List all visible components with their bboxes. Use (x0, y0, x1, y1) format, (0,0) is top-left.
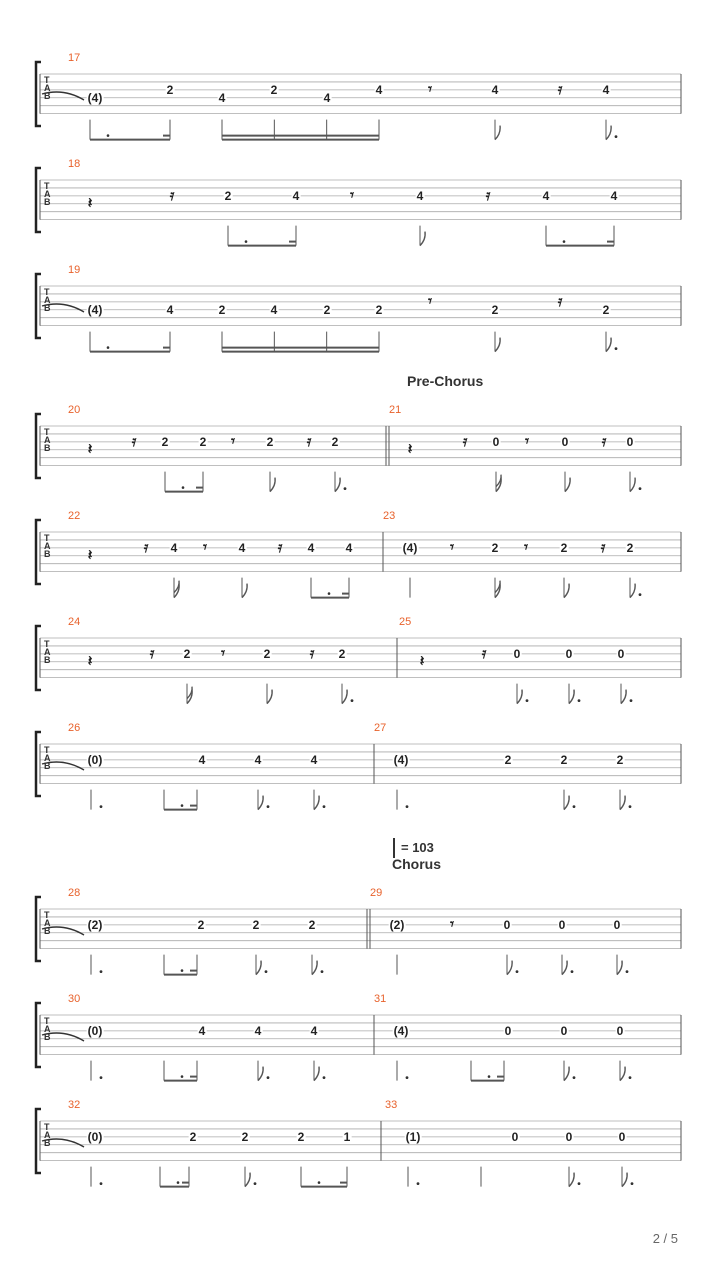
fret-number: 2 (323, 302, 331, 317)
tab-clef-letter: B (44, 91, 51, 101)
tab-system (0, 610, 720, 720)
sixteenth-rest-icon: 𝄿 (601, 432, 607, 450)
staff-svg (0, 610, 720, 720)
measure-number: 23 (383, 510, 396, 522)
sixteenth-rest-icon: 𝄿 (485, 186, 491, 204)
rhythm-dot (578, 1182, 581, 1185)
eighth-rest-icon: 𝄾 (428, 292, 432, 310)
fret-number: 4 (542, 188, 550, 203)
tab-clef-letter: B (44, 761, 51, 771)
tab-clef-letter: T (44, 287, 50, 297)
fret-number: 2 (331, 434, 339, 449)
measure-number: 22 (68, 510, 81, 522)
measure-number: 21 (389, 404, 402, 416)
rhythm-dot (578, 699, 581, 702)
tab-system (0, 881, 720, 991)
rhythm-dot (516, 970, 519, 973)
fret-number: 0 (626, 434, 634, 449)
tab-clef (44, 1017, 51, 1041)
fret-number: 2 (241, 1129, 249, 1144)
note-flag (312, 961, 317, 975)
fret-number: 2 (263, 646, 271, 661)
tab-clef-letter: B (44, 1032, 51, 1042)
sixteenth-rest-icon: 𝄿 (143, 538, 149, 556)
eighth-rest-icon: 𝄾 (450, 915, 454, 933)
tab-clef-letter: T (44, 639, 50, 649)
quarter-rest-icon: 𝄽 (407, 440, 413, 458)
fret-number: 4 (310, 752, 318, 767)
rhythm-dot (182, 486, 185, 489)
eighth-rest-icon: 𝄾 (524, 538, 528, 556)
fret-number: 4 (170, 540, 178, 555)
rhythm-dot (100, 970, 103, 973)
rhythm-dot (177, 1181, 180, 1184)
rhythm-dot (629, 805, 632, 808)
tab-system (0, 987, 720, 1097)
tab-clef-letter: B (44, 655, 51, 665)
eighth-rest-icon: 𝄾 (350, 186, 354, 204)
note-flag (258, 796, 263, 810)
staff-svg (0, 716, 720, 826)
note-flag (565, 478, 570, 492)
tab-clef (44, 1123, 51, 1147)
staff-svg (0, 258, 720, 368)
section-label-pre-chorus: Pre-Chorus (407, 373, 484, 389)
sixteenth-rest-icon: 𝄿 (309, 644, 315, 662)
staff-svg (0, 504, 720, 614)
eighth-rest-icon: 𝄾 (203, 538, 207, 556)
eighth-rest-icon: 𝄾 (231, 432, 235, 450)
fret-number: (1) (405, 1129, 421, 1144)
rhythm-dot (328, 592, 331, 595)
tab-clef (44, 534, 51, 558)
tab-clef-letter: A (44, 83, 51, 93)
rhythm-dot (107, 346, 110, 349)
rhythm-dot (100, 1182, 103, 1185)
note-flag (569, 690, 574, 704)
rhythm-dot (254, 1182, 257, 1185)
staff-svg (0, 987, 720, 1097)
sixteenth-rest-icon: 𝄿 (462, 432, 468, 450)
fret-number: 4 (292, 188, 300, 203)
fret-number: 2 (616, 752, 624, 767)
note-flag (420, 232, 425, 246)
fret-number: 4 (375, 82, 383, 97)
fret-number: 0 (616, 1023, 624, 1038)
fret-number: 0 (511, 1129, 519, 1144)
note-flag (620, 796, 625, 810)
fret-number: 0 (504, 1023, 512, 1038)
fret-number: 4 (310, 1023, 318, 1038)
fret-number: (4) (393, 752, 409, 767)
tab-clef (44, 76, 51, 100)
fret-number: 2 (626, 540, 634, 555)
tab-clef-letter: B (44, 926, 51, 936)
note-flag (507, 961, 512, 975)
rhythm-dot (107, 134, 110, 137)
quarter-rest-icon: 𝄽 (419, 652, 425, 670)
fret-number: 4 (218, 90, 226, 105)
quarter-rest-icon: 𝄽 (87, 546, 93, 564)
rhythm-dot (100, 805, 103, 808)
quarter-rest-icon: 𝄽 (87, 652, 93, 670)
rhythm-dot (629, 1076, 632, 1079)
tab-system (0, 46, 720, 156)
fret-number: 0 (565, 646, 573, 661)
tab-clef-letter: A (44, 1024, 51, 1034)
measure-number: 28 (68, 887, 81, 899)
rhythm-dot (265, 970, 268, 973)
fret-number: 2 (297, 1129, 305, 1144)
fret-number: 2 (189, 1129, 197, 1144)
rhythm-dot (573, 1076, 576, 1079)
sixteenth-rest-icon: 𝄿 (149, 644, 155, 662)
sixteenth-rest-icon: 𝄿 (131, 432, 137, 450)
tab-clef-letter: T (44, 75, 50, 85)
tab-system (0, 398, 720, 508)
tab-system (0, 716, 720, 826)
rhythm-dot (321, 970, 324, 973)
quarter-rest-icon: 𝄽 (87, 194, 93, 212)
tab-clef (44, 182, 51, 206)
sixteenth-rest-icon: 𝄿 (481, 644, 487, 662)
measure-number: 33 (385, 1099, 398, 1111)
rhythm-dot (615, 347, 618, 350)
fret-number: 0 (513, 646, 521, 661)
tab-clef-letter: A (44, 753, 51, 763)
note-flag (630, 584, 635, 598)
tab-system (0, 1093, 720, 1203)
fret-number: (2) (389, 917, 405, 932)
staff-svg (0, 152, 720, 262)
sixteenth-rest-icon: 𝄿 (557, 80, 563, 98)
note-flag (335, 478, 340, 492)
fret-number: 4 (610, 188, 618, 203)
fret-number: 2 (224, 188, 232, 203)
fret-number: 2 (183, 646, 191, 661)
rhythm-dot (344, 487, 347, 490)
fret-number: 0 (503, 917, 511, 932)
rhythm-dot (563, 240, 566, 243)
note-flag (342, 690, 347, 704)
measure-number: 20 (68, 404, 81, 416)
fret-number: 2 (375, 302, 383, 317)
note-flag (622, 1173, 627, 1187)
rhythm-dot (406, 805, 409, 808)
note-flag (620, 1067, 625, 1081)
eighth-rest-icon: 𝄾 (525, 432, 529, 450)
note-flag (562, 961, 567, 975)
note-flag (564, 1067, 569, 1081)
fret-number: 2 (560, 752, 568, 767)
fret-number: 0 (617, 646, 625, 661)
fret-number: (4) (87, 302, 103, 317)
quarter-note-icon (393, 838, 395, 858)
note-flag (564, 796, 569, 810)
tab-clef-letter: B (44, 443, 51, 453)
measure-number: 26 (68, 722, 81, 734)
tab-system (0, 504, 720, 614)
note-flag (495, 126, 500, 140)
eighth-rest-icon: 𝄾 (450, 538, 454, 556)
fret-number: 0 (561, 434, 569, 449)
tab-clef-letter: T (44, 181, 50, 191)
fret-number: 4 (491, 82, 499, 97)
note-flag (314, 796, 319, 810)
note-flag (517, 690, 522, 704)
note-flag (267, 690, 272, 704)
tab-clef (44, 288, 51, 312)
tab-clef (44, 911, 51, 935)
rhythm-dot (351, 699, 354, 702)
tab-clef-letter: A (44, 541, 51, 551)
rhythm-dot (100, 1076, 103, 1079)
fret-number: (4) (402, 540, 418, 555)
fret-number: 2 (308, 917, 316, 932)
tab-clef-letter: A (44, 189, 51, 199)
fret-number: 0 (558, 917, 566, 932)
eighth-rest-icon: 𝄾 (428, 80, 432, 98)
note-flag (258, 1067, 263, 1081)
fret-number: 2 (491, 302, 499, 317)
rhythm-dot (323, 1076, 326, 1079)
fret-number: 2 (218, 302, 226, 317)
fret-number: 2 (197, 917, 205, 932)
sixteenth-rest-icon: 𝄿 (169, 186, 175, 204)
note-flag (606, 126, 611, 140)
eighth-rest-icon: 𝄾 (221, 644, 225, 662)
fret-number: 2 (602, 302, 610, 317)
rhythm-dot (318, 1181, 321, 1184)
tab-clef-letter: B (44, 303, 51, 313)
note-flag (606, 338, 611, 352)
fret-number: 4 (345, 540, 353, 555)
page-number: 2 / 5 (652, 1231, 678, 1246)
tab-clef-letter: A (44, 647, 51, 657)
quarter-rest-icon: 𝄽 (87, 440, 93, 458)
note-flag (270, 478, 275, 492)
fret-number: (2) (87, 917, 103, 932)
tab-clef-letter: T (44, 533, 50, 543)
tab-clef-letter: T (44, 1122, 50, 1132)
fret-number: 0 (618, 1129, 626, 1144)
section-label-chorus: Chorus (392, 856, 441, 872)
note-flag (245, 1173, 250, 1187)
rhythm-dot (571, 970, 574, 973)
fret-number: 4 (254, 1023, 262, 1038)
sixteenth-rest-icon: 𝄿 (277, 538, 283, 556)
rhythm-dot (626, 970, 629, 973)
measure-number: 27 (374, 722, 387, 734)
tab-clef (44, 640, 51, 664)
note-flag (569, 1173, 574, 1187)
fret-number: 4 (254, 752, 262, 767)
measure-number: 32 (68, 1099, 81, 1111)
tab-clef-letter: B (44, 197, 51, 207)
rhythm-dot (323, 805, 326, 808)
tab-clef (44, 428, 51, 452)
measure-number: 29 (370, 887, 383, 899)
rhythm-dot (639, 593, 642, 596)
rhythm-dot (267, 805, 270, 808)
fret-number: 2 (491, 540, 499, 555)
fret-number: 2 (504, 752, 512, 767)
tab-clef (44, 746, 51, 770)
fret-number: 2 (199, 434, 207, 449)
tab-clef-letter: A (44, 1130, 51, 1140)
note-flag (314, 1067, 319, 1081)
rhythm-dot (573, 805, 576, 808)
fret-number: 2 (252, 917, 260, 932)
tab-clef-letter: A (44, 435, 51, 445)
fret-number: 4 (166, 302, 174, 317)
measure-number: 25 (399, 616, 412, 628)
tab-clef-letter: T (44, 910, 50, 920)
rhythm-dot (615, 135, 618, 138)
fret-number: (0) (87, 1129, 103, 1144)
rhythm-dot (267, 1076, 270, 1079)
fret-number: 2 (338, 646, 346, 661)
fret-number: (0) (87, 752, 103, 767)
fret-number: (4) (393, 1023, 409, 1038)
fret-number: 4 (323, 90, 331, 105)
rhythm-dot (406, 1076, 409, 1079)
tab-clef-letter: A (44, 295, 51, 305)
sixteenth-rest-icon: 𝄿 (557, 292, 563, 310)
tab-clef-letter: B (44, 1138, 51, 1148)
note-flag (564, 584, 569, 598)
fret-number: (0) (87, 1023, 103, 1038)
note-flag (242, 584, 247, 598)
rhythm-dot (245, 240, 248, 243)
note-flag (256, 961, 261, 975)
tab-clef-letter: A (44, 918, 51, 928)
measure-number: 24 (68, 616, 81, 628)
note-flag (630, 478, 635, 492)
fret-number: 0 (613, 917, 621, 932)
rhythm-dot (181, 1075, 184, 1078)
fret-number: 2 (560, 540, 568, 555)
fret-number: 0 (565, 1129, 573, 1144)
measure-number: 18 (68, 158, 81, 170)
note-flag (617, 961, 622, 975)
fret-number: 0 (492, 434, 500, 449)
rhythm-dot (630, 699, 633, 702)
fret-number: 4 (602, 82, 610, 97)
fret-number: 4 (307, 540, 315, 555)
rhythm-dot (639, 487, 642, 490)
tab-clef-letter: T (44, 427, 50, 437)
fret-number: 4 (416, 188, 424, 203)
fret-number: 0 (560, 1023, 568, 1038)
fret-number: 4 (270, 302, 278, 317)
rhythm-dot (181, 804, 184, 807)
rhythm-dot (488, 1075, 491, 1078)
rhythm-dot (526, 699, 529, 702)
fret-number: 4 (198, 1023, 206, 1038)
sixteenth-rest-icon: 𝄿 (306, 432, 312, 450)
rhythm-dot (181, 969, 184, 972)
tab-system (0, 258, 720, 368)
fret-number: 1 (343, 1129, 351, 1144)
staff-svg (0, 881, 720, 991)
tab-clef-letter: T (44, 745, 50, 755)
measure-number: 17 (68, 52, 81, 64)
fret-number: 2 (161, 434, 169, 449)
fret-number: 2 (270, 82, 278, 97)
fret-number: 4 (198, 752, 206, 767)
rhythm-dot (417, 1182, 420, 1185)
tempo-value: = 103 (401, 840, 434, 855)
fret-number: (4) (87, 90, 103, 105)
measure-number: 19 (68, 264, 81, 276)
tab-clef-letter: T (44, 1016, 50, 1026)
measure-number: 30 (68, 993, 81, 1005)
staff-svg (0, 46, 720, 156)
staff-svg (0, 1093, 720, 1203)
fret-number: 2 (266, 434, 274, 449)
tempo-marking (393, 838, 434, 858)
rhythm-dot (631, 1182, 634, 1185)
staff-svg (0, 398, 720, 508)
fret-number: 2 (166, 82, 174, 97)
note-flag (495, 338, 500, 352)
tab-clef-letter: B (44, 549, 51, 559)
fret-number: 4 (238, 540, 246, 555)
measure-number: 31 (374, 993, 387, 1005)
note-flag (621, 690, 626, 704)
tab-system (0, 152, 720, 262)
sixteenth-rest-icon: 𝄿 (600, 538, 606, 556)
